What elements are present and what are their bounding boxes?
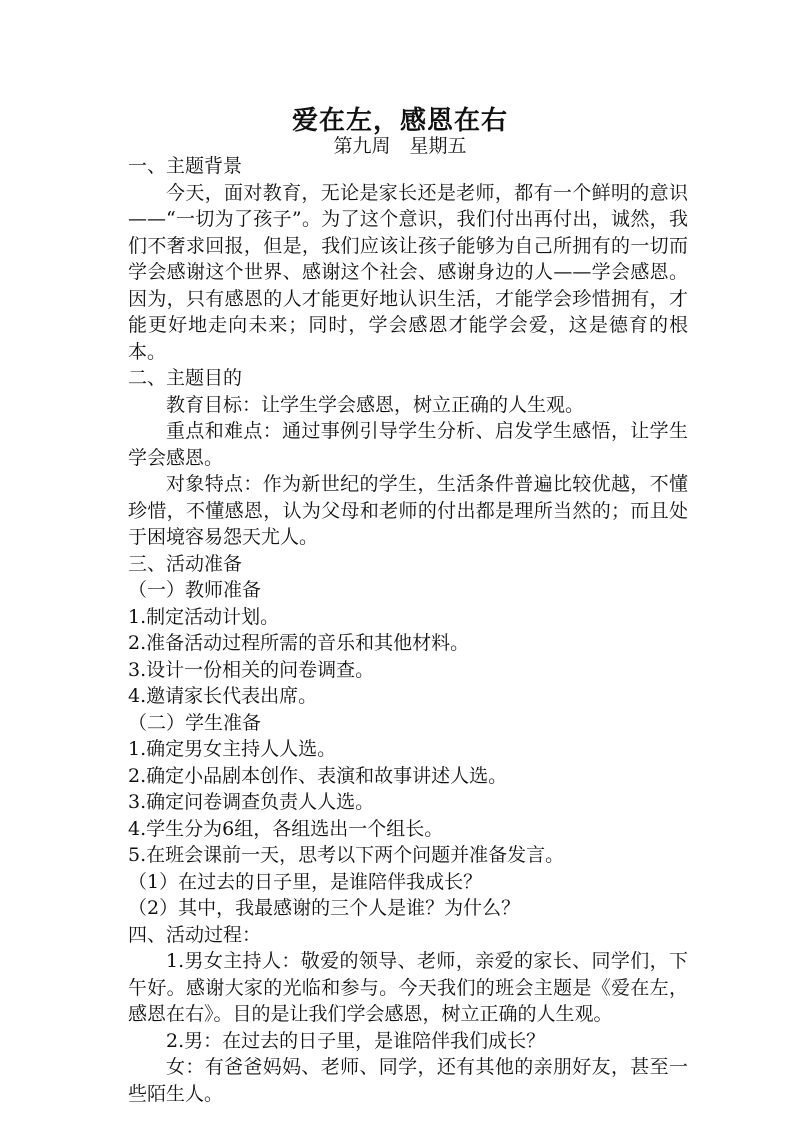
list-item: 3.设计一份相关的问卷调查。 bbox=[128, 658, 375, 681]
section-heading: 三、活动准备 bbox=[128, 552, 243, 575]
paragraph: 对象特点：作为新世纪的学生，生活条件普遍比较优越，不懂珍惜，不懂感恩，认为父母和老师的付出都是理所当然的；而且处于困境容易怨天尤人。 bbox=[128, 473, 688, 548]
paragraph: 1.男女主持人：敬爱的领导、老师，亲爱的家长、同学们，下午好。感谢大家的光临和参与。今天我们的班会主题是《爱在左，感恩在右》。目的是让我们学会感恩，树立正确的人生观。 bbox=[128, 950, 688, 1025]
subsection-heading: （一）教师准备 bbox=[128, 579, 262, 601]
list-item: 4.邀请家长代表出席。 bbox=[128, 685, 318, 707]
list-item: 2.确定小品剧本创作、表演和故事讲述人选。 bbox=[128, 764, 508, 787]
document-subtitle: 第九周 星期五 bbox=[333, 135, 467, 157]
question-item: （1）在过去的日子里，是谁陪伴我成长？ bbox=[128, 870, 483, 893]
section-heading: 四、活动过程： bbox=[128, 923, 262, 946]
list-item: 3.确定问卷调查负责人人选。 bbox=[128, 791, 375, 813]
list-item: 2.准备活动过程所需的音乐和其他材料。 bbox=[128, 632, 470, 654]
paragraph: 2.男：在过去的日子里，是谁陪伴我们成长？ bbox=[166, 1029, 546, 1052]
list-item: 1.制定活动计划。 bbox=[128, 605, 280, 628]
list-item: 1.确定男女主持人人选。 bbox=[128, 738, 337, 760]
list-item: 5.在班会课前一天，思考以下两个问题并准备发言。 bbox=[128, 844, 565, 866]
paragraph: 教育目标：让学生学会感恩，树立正确的人生观。 bbox=[166, 393, 585, 416]
paragraph: 女：有爸爸妈妈、老师、同学，还有其他的亲朋好友，甚至一些陌生人。 bbox=[128, 1056, 688, 1105]
subsection-heading: （二）学生准备 bbox=[128, 711, 262, 734]
paragraph: 今天，面对教育，无论是家长还是老师，都有一个鲜明的意识——“一切为了孩子”。为了这个意识，我们付出再付出，诚然，我们不奢求回报，但是，我们应该让孩子能够为自己所拥有的一切而学会感谢这个世界、感谢这个社会、感谢身边的人——学会感恩。因为，只有感恩的人才能更好地认识生活，才能学会珍惜拥有，才能更好地走向未来；同时，学会感恩才能学会爱，这是德育的根本。 bbox=[128, 181, 688, 363]
paragraph: 重点和难点：通过事例引导学生分析、启发学生感悟，让学生学会感恩。 bbox=[128, 420, 688, 469]
section-heading: 一、主题背景 bbox=[128, 155, 243, 177]
document-body bbox=[128, 153, 688, 1107]
document-title: 爱在左，感恩在右 bbox=[291, 106, 508, 136]
section-heading: 二、主题目的 bbox=[128, 367, 243, 389]
list-item: 4.学生分为6组，各组选出一个组长。 bbox=[128, 817, 444, 840]
question-item: （2）其中，我最感谢的三个人是谁？为什么？ bbox=[128, 897, 521, 919]
